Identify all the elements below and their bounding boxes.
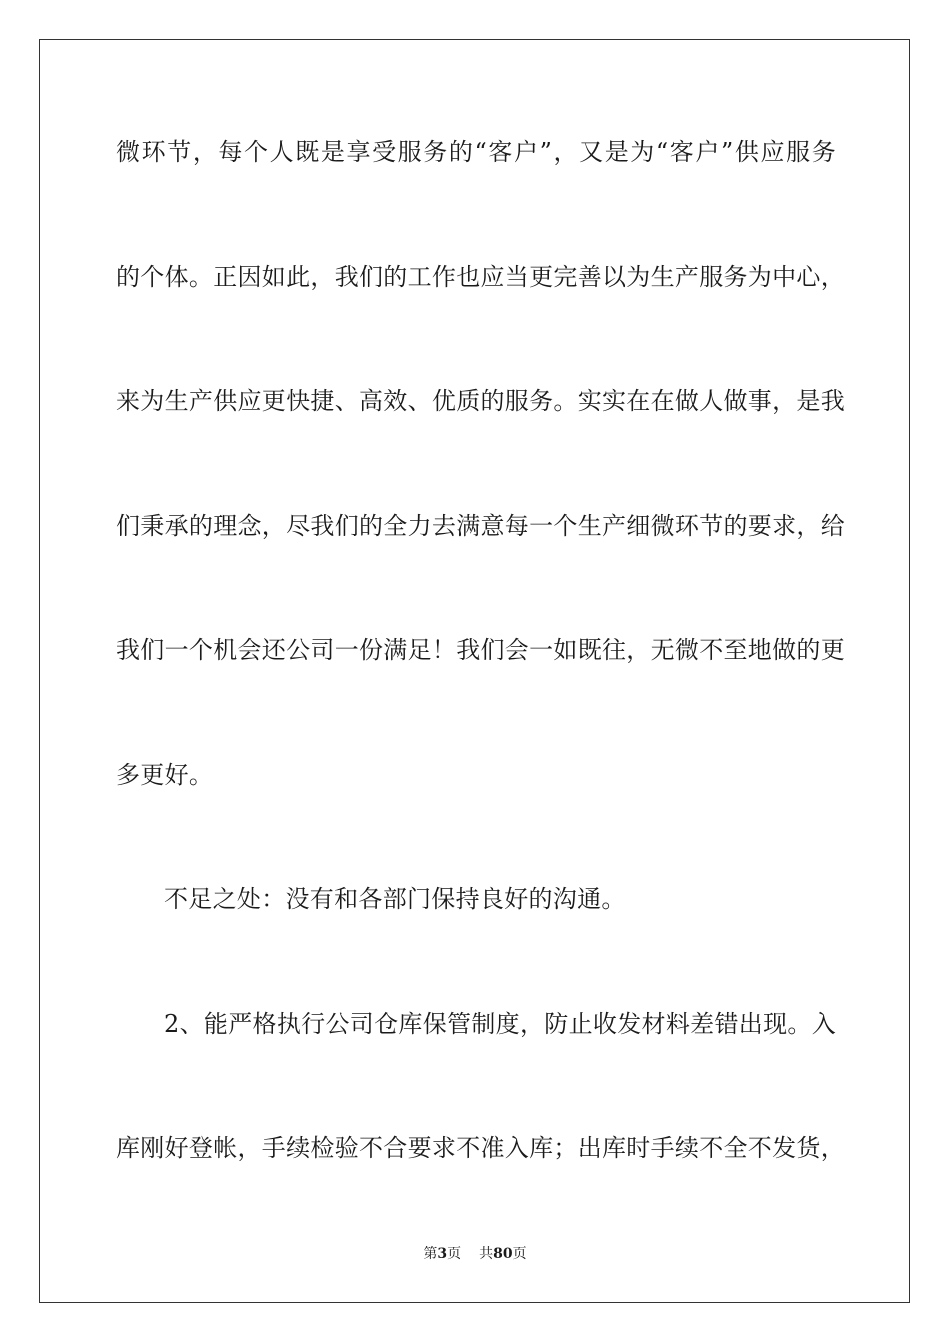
paragraph-line: 2、能严格执行公司仓库保管制度，防止收发材料差错出现。入 [164,1010,836,1038]
paragraph-line: 多更好。 [116,761,214,789]
page-prefix: 第 [423,1246,438,1262]
paragraph-line: 库刚好登帐，手续检验不合要求不准入库；出库时手续不全不发货， [116,1134,845,1162]
page-frame [39,39,910,1303]
page-footer [0,1244,950,1264]
paragraph-line: 的个体。正因如此，我们的工作也应当更完善以为生产服务为中心， [116,263,845,291]
paragraph-line: 们秉承的理念，尽我们的全力去满意每一个生产细微环节的要求，给 [116,512,845,540]
page-suffix: 页 [447,1246,462,1262]
total-pages: 80 [493,1246,513,1262]
paragraph-line: 微环节，每个人既是享受服务的“客户”，又是为“客户”供应服务 [116,138,836,166]
paragraph-line: 来为生产供应更快捷、高效、优质的服务。实实在在做人做事，是我 [116,387,845,415]
total-suffix: 页 [512,1246,527,1262]
paragraph-line: 不足之处：没有和各部门保持良好的沟通。 [164,885,626,913]
paragraph-line: 我们一个机会还公司一份满足！我们会一如既往，无微不至地做的更 [116,636,845,664]
page-number: 3 [437,1246,448,1262]
total-prefix: 共 [479,1246,494,1262]
